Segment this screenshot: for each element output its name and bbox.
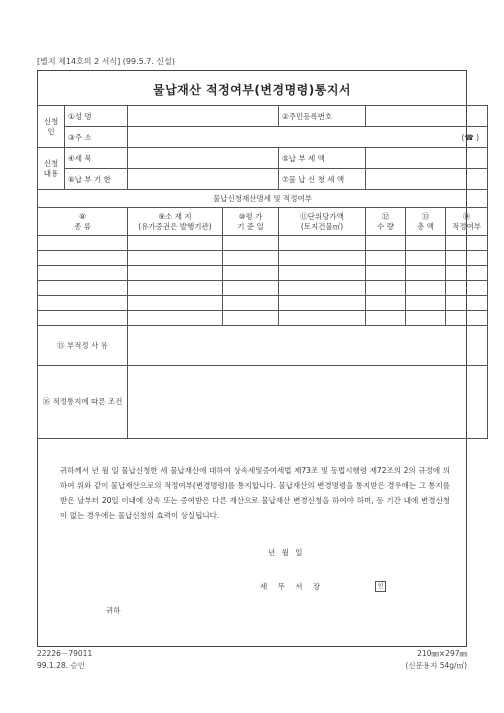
form-header-note: [별지 제14호의 2 서식] (99.5.7. 신설) [37, 57, 176, 66]
address-label: ③주 소 [65, 127, 128, 148]
col-header-quantity: ⑫ 수 량 [366, 208, 406, 236]
request-group-label: 신청내용 [38, 148, 65, 190]
suitable-condition-field[interactable] [128, 366, 488, 439]
payment-amount-label: ⑦물 납 신 청 세 액 [279, 169, 366, 190]
payment-amount-field[interactable] [366, 169, 488, 190]
unsuitable-reason-row [38, 326, 488, 366]
property-header-row [38, 208, 488, 236]
unsuitable-reason-label: ⑮ 부적정 사 유 [38, 326, 128, 366]
tax-item-label: ④세 목 [65, 148, 128, 169]
col-header-location: ⑨소 재 지 (유가증권은 발행기관) [128, 208, 223, 236]
resident-no-label: ②주민등록번호 [279, 106, 366, 127]
applicant-row-1 [38, 106, 488, 127]
name-field[interactable] [128, 106, 279, 127]
name-label: ①성 명 [65, 106, 128, 127]
suitable-condition-label: ⑯ 적정통지에 따른 조건 [38, 366, 128, 439]
request-row-2 [38, 169, 488, 190]
col-header-kind: ⑧ 종 류 [38, 208, 128, 236]
property-row[interactable] [38, 281, 488, 296]
applicant-group-label: 신청인 [38, 106, 65, 148]
suitable-condition-row [38, 366, 488, 439]
property-row[interactable] [38, 311, 488, 326]
form-title: 물납재산 적정여부(변경명령)통지서 [152, 83, 352, 97]
property-section-row [38, 190, 488, 208]
unsuitable-reason-field[interactable] [128, 326, 488, 366]
addressee-label: 귀하 [106, 606, 121, 615]
tax-amount-label: ⑤납 부 세 액 [279, 148, 366, 169]
paper-spec: (신문용지 54g/㎡) [405, 661, 467, 670]
tax-item-field[interactable] [128, 148, 279, 169]
seal-icon: 인 [375, 581, 386, 592]
col-header-valuation-date: ⑩평 가 기 준 일 [223, 208, 279, 236]
applicant-row-2 [38, 127, 488, 148]
address-field[interactable] [128, 127, 488, 148]
property-row[interactable] [38, 251, 488, 266]
notice-form [37, 70, 482, 647]
property-row[interactable] [38, 236, 488, 251]
paper-size: 210㎜×297㎜ [417, 649, 467, 658]
due-date-label: ⑥납 부 기 한 [65, 169, 128, 190]
property-row[interactable] [38, 296, 488, 311]
col-header-unit-price: ⑪단위당가액 (토지건물㎡) [279, 208, 366, 236]
tax-amount-field[interactable] [366, 148, 488, 169]
request-row-1 [38, 148, 488, 169]
approval-date: 99.1.28. 승인 [37, 661, 85, 670]
col-header-suitability: ⑭ 적정여부 [446, 208, 488, 236]
notice-paragraph: 귀하께서 년 월 일 물납신청한 세 물납재산에 대하여 상속세및증여세법 제73조 및 동법시행령 제72조의 2의 규정에 의하여 위와 같이 물납재산으로의 적정여부(변경명령)를 통지합니다. 물납재산의 변경명령을 통지받은 경우에는 그 통지를 받은 날부터 20일 이내에 상속 또는 증여받은 다른 재산으로 물납재산 변경신청을 하여야 하며, 동 기간 내에 변경신청이 없는 경우에는 물납신청의 효력이 상실됩니다. [60, 466, 453, 520]
col-header-total: ⑬ 총 액 [406, 208, 446, 236]
tax-office-head: 세 무 서 장 [260, 582, 325, 591]
form-table [37, 105, 488, 439]
property-section-title: 물납신청재산명세 및 적정여부 [38, 190, 488, 208]
property-row[interactable] [38, 266, 488, 281]
resident-no-field[interactable] [366, 106, 488, 127]
due-date-field[interactable] [128, 169, 279, 190]
phone-label: (☎ ) [461, 132, 480, 142]
issue-date-line: 년 월 일 [268, 548, 305, 557]
form-number: 22226－79011 [37, 649, 93, 658]
